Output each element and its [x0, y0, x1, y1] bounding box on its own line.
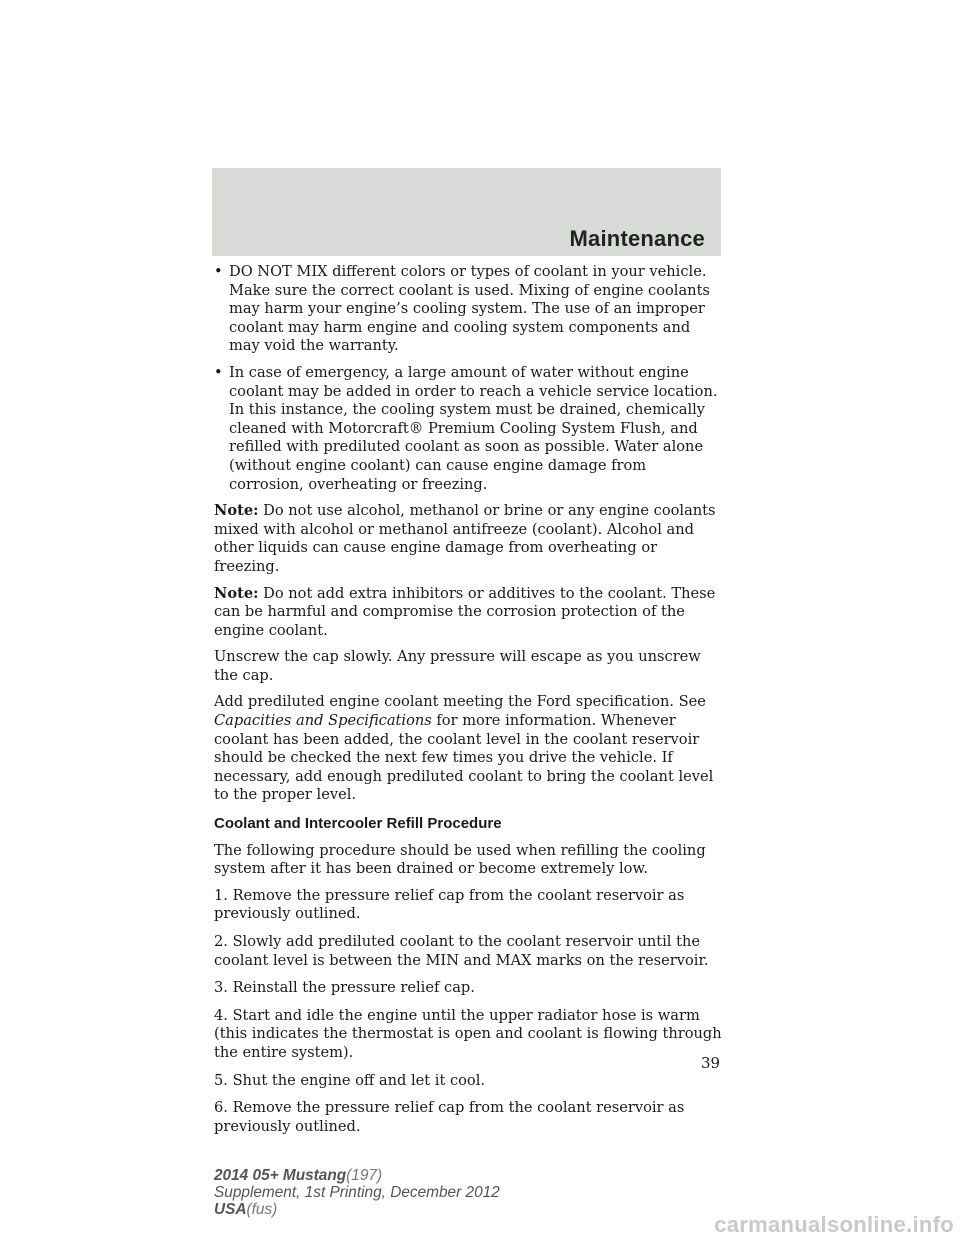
procedure-step: 6. Remove the pressure relief cap from the coolant reservoir as previously outlined.	[214, 1099, 685, 1135]
note-paragraph	[214, 585, 722, 641]
footer-line-3	[214, 1201, 500, 1218]
footer-line-1	[214, 1167, 500, 1184]
note-label: Note:	[214, 502, 259, 520]
procedure-step: 2. Slowly add prediluted coolant to the coolant reservoir until the coolant level is between the MIN and MAX marks on the reservoir.	[214, 933, 709, 969]
bullet-item	[214, 263, 722, 356]
bullet-mark: •	[214, 263, 223, 280]
watermark: carmanualsonline.info	[714, 1212, 954, 1237]
note-label: Note:	[214, 584, 259, 602]
procedure-step: 1. Remove the pressure relief cap from the coolant reservoir as previously outlined.	[214, 886, 685, 923]
section-title: Maintenance	[569, 226, 705, 251]
add-coolant-text-end: for more information. Whenever coolant has been added, the coolant level in the coolant reservoir should be checked the next few times you drive the vehicle. If necessary, add enough prediluted coolant to bring the coolant level to the proper level.	[214, 712, 714, 804]
unscrew-paragraph: Unscrew the cap slowly. Any pressure will escape as you unscrew the cap.	[214, 648, 701, 684]
footer-market-code: (fus)	[246, 1201, 278, 1218]
bullet-mark: •	[214, 363, 223, 381]
note-paragraph	[214, 502, 722, 576]
footer-model-code: (197)	[346, 1167, 383, 1184]
bullet-text: DO NOT MIX different colors or types of coolant in your vehicle. Make sure the correct coolant is used. Mixing of engine coolants may harm your engine’s cooling system. The use of an improper coolant may harm engine and cooling system components and may void the warranty.	[229, 263, 710, 355]
note-text: Do not add extra inhibitors or additives to the coolant. These can be harmful and compromise the corrosion protection of the engine coolant.	[214, 584, 716, 639]
capacities-reference: Capacities and Specifications	[214, 712, 432, 730]
procedure-step: 5. Shut the engine off and let it cool.	[214, 1071, 486, 1089]
footer-line-2: Supplement, 1st Printing, December 2012	[214, 1184, 500, 1201]
add-coolant-paragraph	[214, 693, 722, 805]
procedure-intro: The following procedure should be used when refilling the cooling system after it has been drained or become extremely low.	[214, 841, 706, 878]
footer-market: USA	[214, 1201, 247, 1218]
procedure-heading: Coolant and Intercooler Refill Procedure	[214, 815, 502, 833]
add-coolant-text-start: Add prediluted engine coolant meeting the Ford specification. See	[214, 693, 706, 711]
footer-model: 2014 05+ Mustang	[214, 1167, 347, 1184]
page-content	[214, 263, 722, 1145]
procedure-step: 3. Reinstall the pressure relief cap.	[214, 979, 475, 997]
page-number: 39	[701, 1054, 721, 1072]
note-text: Do not use alcohol, methanol or brine or any engine coolants mixed with alcohol or methanol antifreeze (coolant). Alcohol and other liquids can cause engine damage from overheating or freezing.	[214, 502, 716, 575]
section-header-band	[212, 168, 721, 256]
publication-footer	[214, 1167, 500, 1218]
bullet-text: In case of emergency, a large amount of water without engine coolant may be added in order to reach a vehicle service location. In this instance, the cooling system must be drained, chemically cleaned with Motorcraft® Premium Cooling System Flush, and refilled with prediluted coolant as soon as possible. Water alone (without engine coolant) can cause engine damage from corrosion, overheating or freezing.	[229, 363, 718, 493]
procedure-step: 4. Start and idle the engine until the upper radiator hose is warm (this indicates the thermostat is open and coolant is flowing through the entire system).	[214, 1006, 722, 1061]
bullet-item	[214, 364, 722, 494]
